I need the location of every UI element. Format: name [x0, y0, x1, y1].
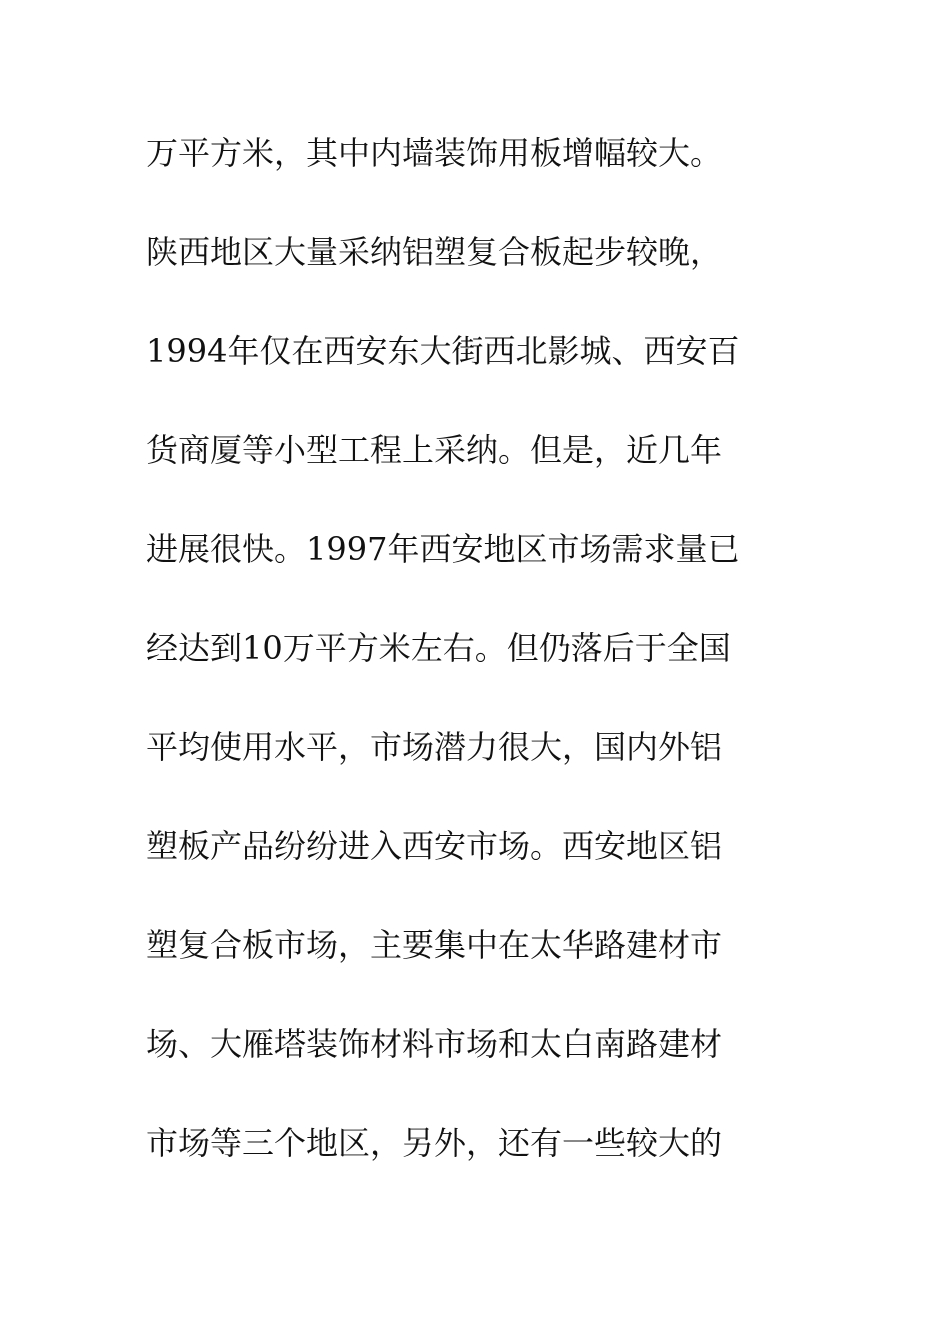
- body-text: [146, 127, 846, 1216]
- text-line-10: 场、大雁塔装饰材料市场和太白南路建材: [146, 1025, 723, 1063]
- text-line-4: 货商厦等小型工程上采纳。但是，近几年: [146, 431, 723, 469]
- text-line-3: 1994年仅在西安东大街西北影城、西安百: [146, 332, 740, 370]
- text-line-7: 平均使用水平，市场潜力很大，国内外铝: [146, 728, 723, 766]
- text-line-6: 经达到10万平方米左右。但仍落后于全国: [146, 629, 731, 667]
- text-line-11: 市场等三个地区，另外，还有一些较大的: [146, 1124, 723, 1162]
- text-line-9: 塑复合板市场，主要集中在太华路建材市: [146, 926, 723, 964]
- text-line-2: 陕西地区大量采纳铝塑复合板起步较晚，: [146, 233, 723, 271]
- text-line-8: 塑板产品纷纷进入西安市场。西安地区铝: [146, 827, 723, 865]
- text-line-5: 进展很快。1997年西安地区市场需求量已: [146, 530, 740, 568]
- text-line-1: 万平方米，其中内墙装饰用板增幅较大。: [146, 134, 723, 172]
